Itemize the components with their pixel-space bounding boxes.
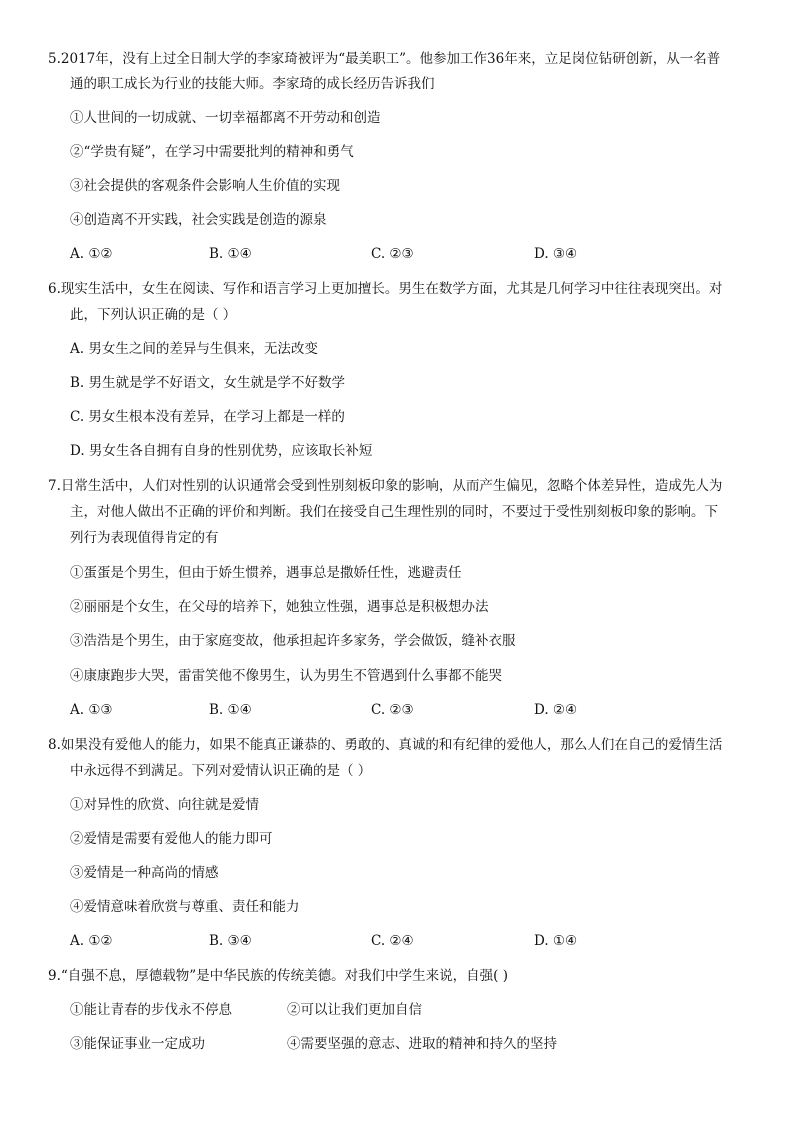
q5-option-b[interactable]: B. ①④ (209, 246, 252, 262)
q7-item-3: ③浩浩是个男生，由于家庭变故，他承担起许多家务，学会做饭，缝补衣服 (70, 633, 516, 649)
q8-option-d[interactable]: D. ①④ (534, 933, 578, 949)
q8-option-c[interactable]: C. ②④ (371, 933, 414, 949)
q7-stem-line-1: 7.日常生活中，人们对性别的认识通常会受到性别刻板印象的影响，从而产生偏见，忽略个体差异性，造成先人为 (48, 478, 723, 494)
q8-item-2: ②爱情是需要有爱他人的能力即可 (70, 831, 273, 847)
q6-option-a[interactable]: A. 男女生之间的差异与生俱来，无法改变 (70, 341, 318, 357)
q8-item-4: ④爱情意味着欣赏与尊重、责任和能力 (70, 899, 300, 915)
q5-item-1: ①人世间的一切成就、一切幸福都离不开劳动和创造 (70, 110, 381, 126)
q5-item-3: ③社会提供的客观条件会影响人生价值的实现 (70, 178, 340, 194)
q6-stem-line-2: 此，下列认识正确的是（ ） (70, 307, 237, 323)
q7-item-4: ④康康跑步大哭，雷雷笑他不像男生，认为男生不管遇到什么事都不能哭 (70, 668, 502, 684)
q8-stem-line-2: 中永远得不到满足。下列对爱情认识正确的是（ ） (70, 763, 372, 779)
q5-item-4: ④创造离不开实践，社会实践是创造的源泉 (70, 212, 327, 228)
q7-option-a[interactable]: A. ①③ (70, 702, 113, 718)
q5-stem-line-1: 5.2017年，没有上过全日制大学的李家琦被评为“最美职工”。他参加工作36年来，立足岗位钻研创新，从一名普 (48, 51, 721, 67)
q5-option-a[interactable]: A. ①② (70, 246, 113, 262)
q9-item-4: ④需要坚强的意志、进取的精神和持久的坚持 (287, 1036, 557, 1052)
q7-item-1: ①蛋蛋是个男生，但由于娇生惯养，遇事总是撒娇任性，逃避责任 (70, 565, 462, 581)
q5-option-c[interactable]: C. ②③ (371, 246, 414, 262)
q8-option-b[interactable]: B. ③④ (209, 933, 252, 949)
q7-stem-line-3: 列行为表现值得肯定的有 (70, 530, 219, 546)
q5-item-2: ②“学贵有疑”，在学习中需要批判的精神和勇气 (70, 144, 354, 160)
q9-item-3: ③能保证事业一定成功 (70, 1036, 205, 1052)
q5-stem-line-2: 通的职工成长为行业的技能大师。李家琦的成长经历告诉我们 (70, 76, 435, 92)
q7-option-c[interactable]: C. ②③ (371, 702, 414, 718)
q9-item-1: ①能让青春的步伐永不停息 (70, 1002, 232, 1018)
q8-option-a[interactable]: A. ①② (70, 933, 113, 949)
q9-item-2: ②可以让我们更加自信 (287, 1002, 422, 1018)
q9-stem-line-1: 9.“自强不息，厚德载物”是中华民族的传统美德。对我们中学生来说，自强( ) (48, 968, 509, 984)
q7-item-2: ②丽丽是个女生，在父母的培养下，她独立性强，遇事总是积极想办法 (70, 599, 489, 615)
q5-option-d[interactable]: D. ③④ (534, 246, 578, 262)
q8-item-3: ③爱情是一种高尚的情感 (70, 865, 219, 881)
q8-stem-line-1: 8.如果没有爱他人的能力，如果不能真正谦恭的、勇敢的、真诚的和有纪律的爱他人，那么人们在自己的爱情生活 (48, 737, 723, 753)
q7-stem-line-2: 主，对他人做出不正确的评价和判断。我们在接受自己生理性别的同时，不要过于受性别刻板印象的影响。下 (70, 504, 718, 520)
q6-stem-line-1: 6.现实生活中，女生在阅读、写作和语言学习上更加擅长。男生在数学方面，尤其是几何学习中往往表现突出。对 (48, 281, 723, 297)
q6-option-b[interactable]: B. 男生就是学不好语文，女生就是学不好数学 (70, 375, 346, 391)
q6-option-c[interactable]: C. 男女生根本没有差异，在学习上都是一样的 (70, 409, 345, 425)
q7-option-b[interactable]: B. ①④ (209, 702, 252, 718)
q7-option-d[interactable]: D. ②④ (534, 702, 578, 718)
q8-item-1: ①对异性的欣赏、向往就是爱情 (70, 797, 259, 813)
q6-option-d[interactable]: D. 男女生各自拥有自身的性别优势，应该取长补短 (70, 443, 373, 459)
